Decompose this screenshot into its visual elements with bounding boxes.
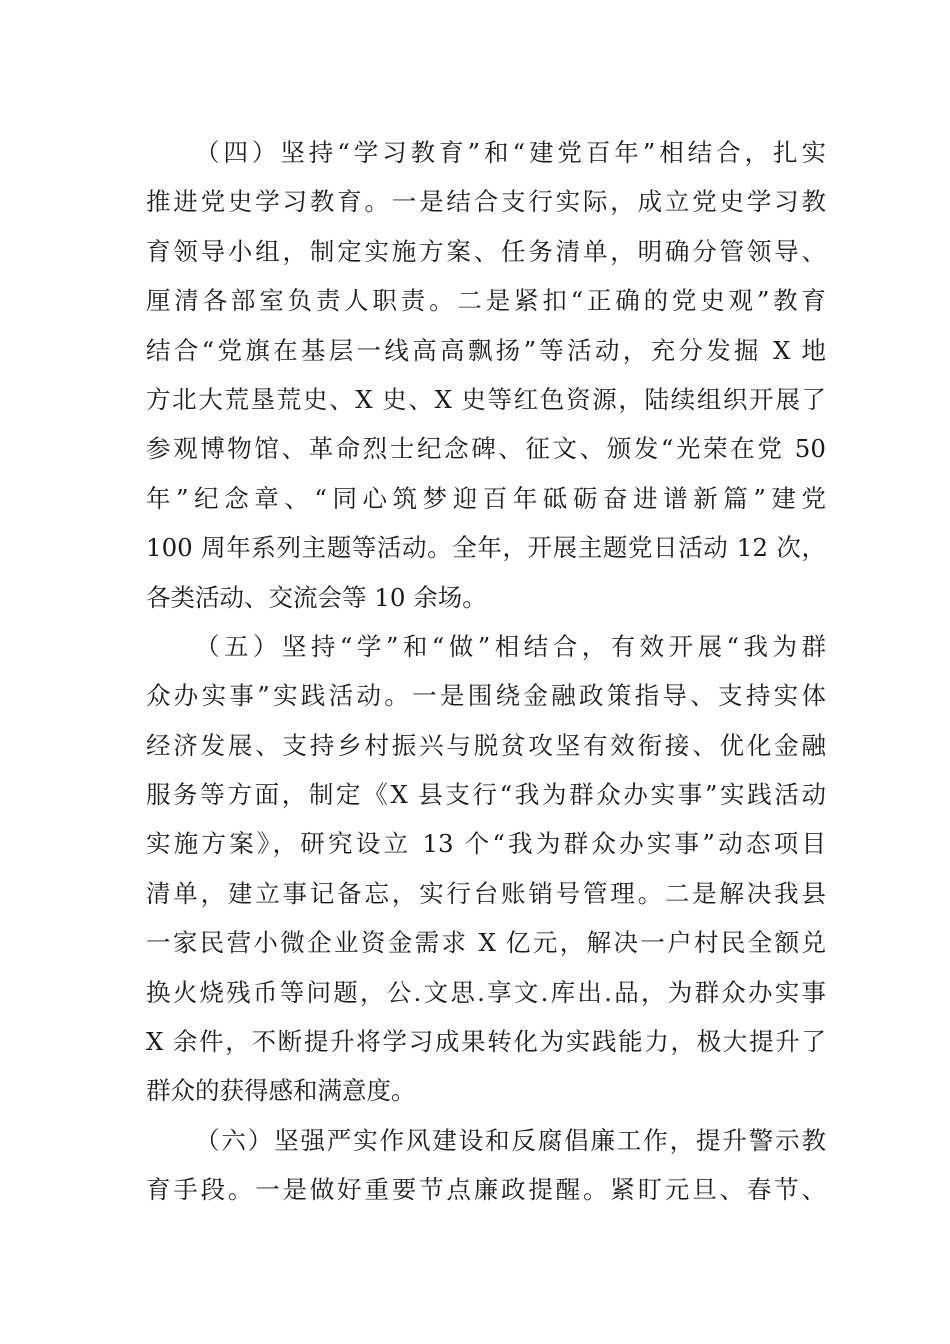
text-line: 清单，建立事记备忘，实行台账销号管理。二是解决我县 [146, 878, 826, 908]
document-body [146, 128, 826, 1215]
text-line: 一家民营小微企业资金需求 X 亿元，解决一户村民全额兑 [146, 928, 826, 958]
text-line: 厘清各部室负责人职责。二是紧扣“正确的党史观”教育 [146, 286, 826, 316]
text-line: 育手段。一是做好重要节点廉政提醒。紧盯元旦、春节、 [146, 1175, 826, 1205]
text-line: 育领导小组，制定实施方案、任务清单，明确分管领导、 [146, 236, 826, 266]
paragraph-five [146, 622, 826, 1116]
text-line: （六）坚强严实作风建设和反腐倡廉工作，提升警示教 [195, 1125, 826, 1155]
paragraph-six [146, 1116, 826, 1215]
paragraph-four [146, 128, 826, 622]
text-line: 换火烧残币等问题，公.文思.享文.库出.品，为群众办实事 [146, 977, 826, 1007]
text-line: 众办实事”实践活动。一是围绕金融政策指导、支持实体 [146, 681, 826, 711]
text-line: 方北大荒垦荒史、X 史、X 史等红色资源，陆续组织开展了 [146, 384, 826, 414]
text-line: X 余件，不断提升将学习成果转化为实践能力，极大提升了 [146, 1027, 826, 1057]
text-line: 参观博物馆、革命烈士纪念碑、征文、颁发“光荣在党 50 [146, 434, 826, 464]
text-line: （四）坚持“学习教育”和“建党百年”相结合，扎实 [195, 138, 826, 167]
text-line: 结合“党旗在基层一线高高飘扬”等活动，充分发掘 X 地 [146, 335, 826, 365]
text-line: 推进党史学习教育。一是结合支行实际，成立党史学习教 [146, 187, 826, 217]
text-line: 100 周年系列主题等活动。全年，开展主题党日活动 12 次， [146, 533, 826, 563]
text-line: 实施方案》，研究设立 13 个“我为群众办实事”动态项目 [146, 829, 826, 859]
text-line: 年”纪念章、“同心筑梦迎百年砥砺奋进谱新篇”建党 [146, 483, 826, 513]
text-line: （五）坚持“学”和“做”相结合，有效开展“我为群 [195, 631, 826, 661]
text-line: 经济发展、支持乡村振兴与脱贫攻坚有效衔接、优化金融 [146, 730, 826, 760]
text-line: 服务等方面，制定《X 县支行“我为群众办实事”实践活动 [146, 780, 826, 810]
text-line: 群众的获得感和满意度。 [146, 1076, 416, 1106]
text-line: 各类活动、交流会等 10 余场。 [146, 582, 487, 612]
